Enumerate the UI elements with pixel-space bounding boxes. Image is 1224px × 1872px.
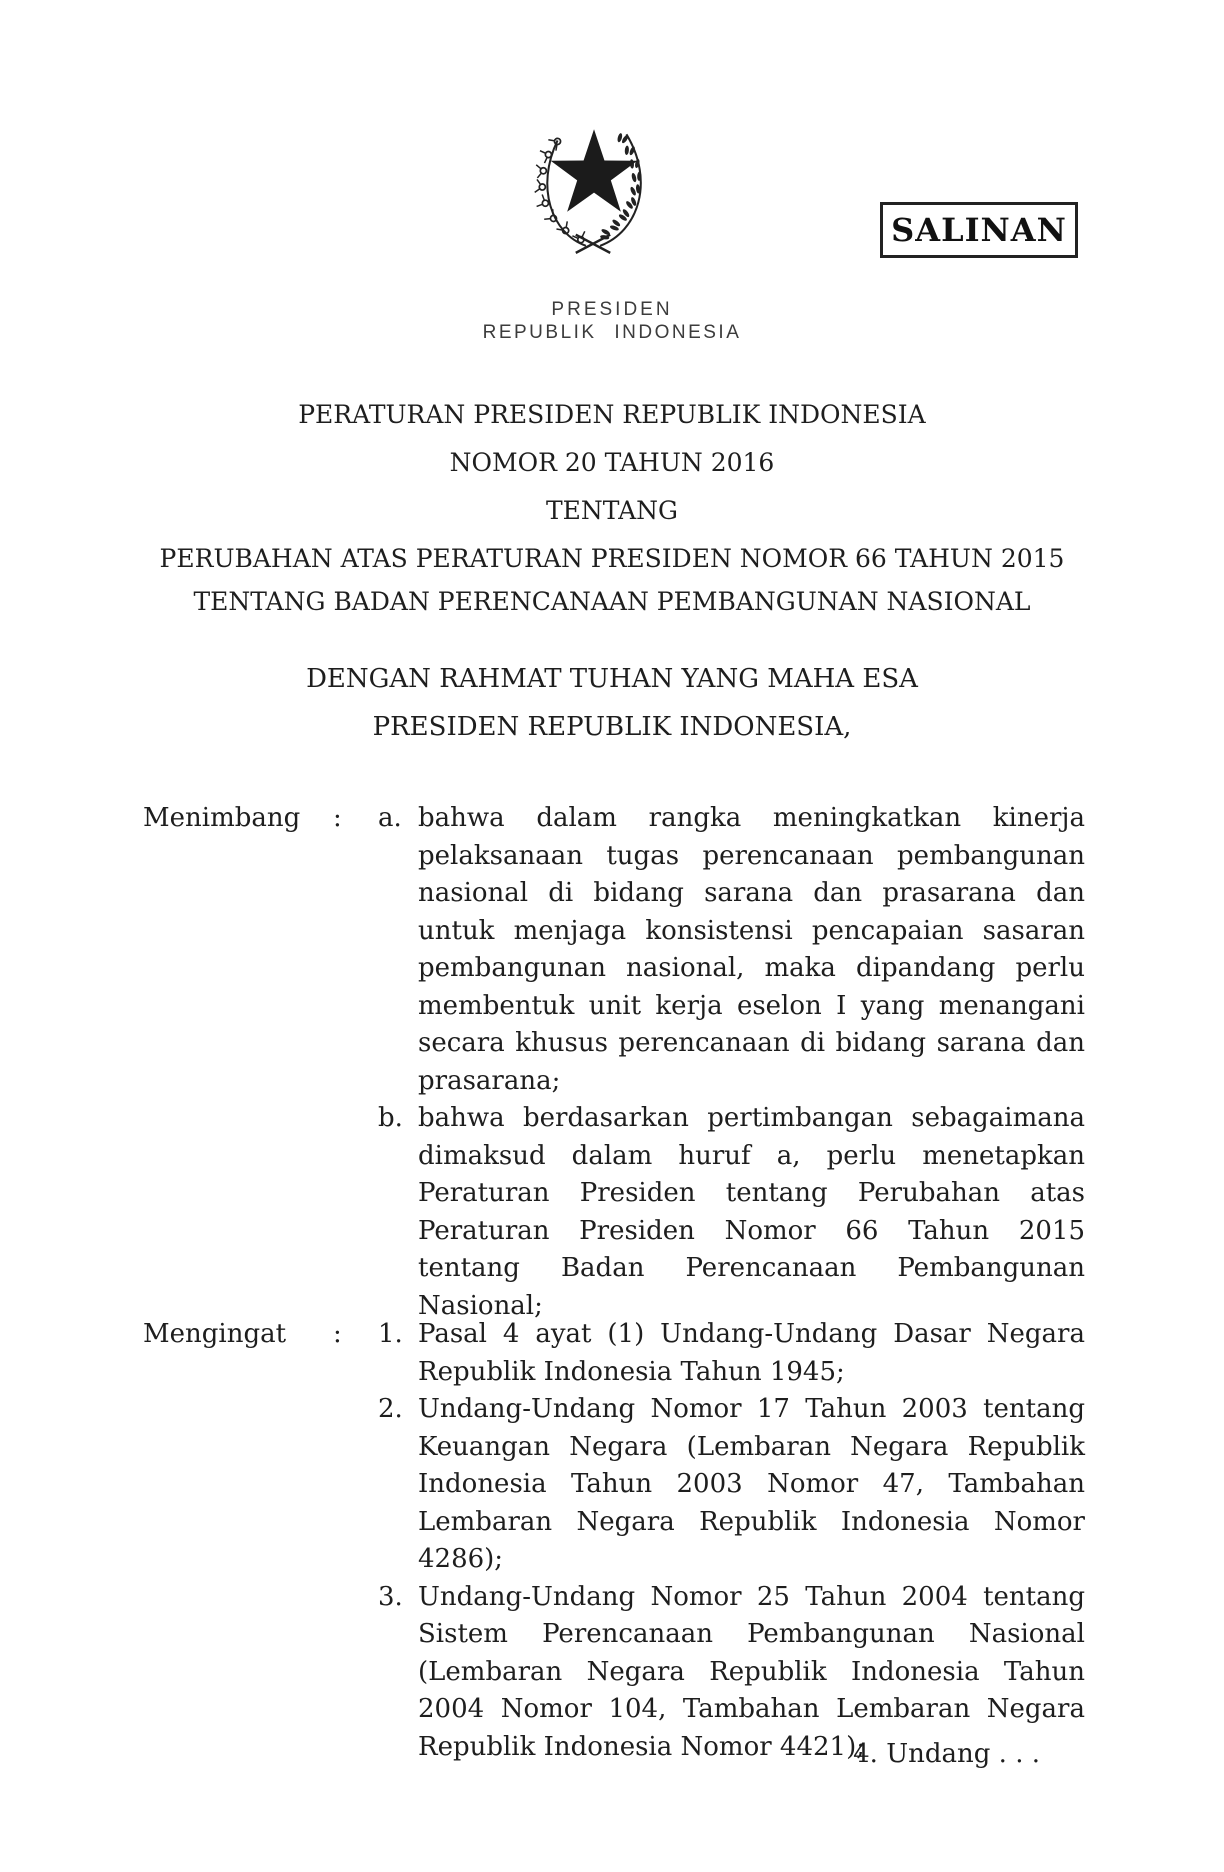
title-block bbox=[0, 391, 1224, 623]
letterhead-presiden: PRESIDEN bbox=[551, 299, 673, 320]
section-mengingat bbox=[143, 1316, 1085, 1766]
mengingat-items bbox=[378, 1316, 1085, 1766]
preamble-rahmat: DENGAN RAHMAT TUHAN YANG MAHA ESA bbox=[306, 664, 918, 694]
list-item bbox=[378, 1391, 1085, 1579]
mengingat-colon: : bbox=[333, 1319, 342, 1349]
preamble-presiden: PRESIDEN REPUBLIK INDONESIA, bbox=[372, 712, 852, 742]
letterhead bbox=[0, 298, 1224, 344]
list-item bbox=[378, 1100, 1085, 1325]
presidential-emblem-icon bbox=[517, 110, 669, 262]
preamble bbox=[0, 655, 1224, 751]
item-marker: 2. bbox=[378, 1394, 403, 1424]
menimbang-label: Menimbang bbox=[143, 803, 301, 833]
list-item bbox=[378, 800, 1085, 1100]
item-marker: a. bbox=[378, 803, 402, 833]
item-marker: 1. bbox=[378, 1319, 403, 1349]
item-marker: b. bbox=[378, 1103, 403, 1133]
mengingat-label: Mengingat bbox=[143, 1319, 287, 1349]
item-marker: 3. bbox=[378, 1581, 403, 1612]
item-text: Pasal 4 ayat (1) Undang-Undang Dasar Negara Republik Indonesia Tahun 1945; bbox=[418, 1319, 1085, 1387]
item-text: Undang-Undang Nomor 25 Tahun 2004 tentang Sistem Perencanaan Pembangunan Nasional (Lembaran Negara Republik Indonesia Tahun 2004 Nomor 104, Tambahan Lembaran Negara Republik Indonesia Nomor 4421); bbox=[418, 1581, 1085, 1762]
section-menimbang bbox=[143, 800, 1085, 1325]
item-text: bahwa dalam rangka meningkatkan kinerja pelaksanaan tugas perencanaan pembangunan nasional di bidang sarana dan prasarana dan untuk menjaga konsistensi pencapaian sasaran pembangunan nasional, maka dipandang perlu membentuk unit kerja eselon I yang menangani secara khusus perencanaan di bidang sarana dan prasarana; bbox=[418, 803, 1085, 1096]
letterhead-republik-indonesia: REPUBLIK INDONESIA bbox=[482, 322, 742, 343]
salinan-stamp: SALINAN bbox=[880, 202, 1078, 258]
title-line-badan: TENTANG BADAN PERENCANAAN PEMBANGUNAN NASIONAL bbox=[193, 587, 1031, 616]
page-catchword: 4. Undang . . . bbox=[853, 1739, 1040, 1769]
title-line-peraturan: PERATURAN PRESIDEN REPUBLIK INDONESIA bbox=[298, 400, 926, 429]
item-text: bahwa berdasarkan pertimbangan sebagaimana dimaksud dalam huruf a, perlu menetapkan Peraturan Presiden tentang Perubahan atas Peraturan Presiden Nomor 66 Tahun 2015 tentang Badan Perencanaan Pembangunan Nasional; bbox=[418, 1103, 1085, 1321]
title-line-tentang: TENTANG bbox=[545, 496, 678, 525]
list-item bbox=[378, 1316, 1085, 1391]
title-line-nomor: NOMOR 20 TAHUN 2016 bbox=[449, 448, 775, 477]
item-text: Undang-Undang Nomor 17 Tahun 2003 tentang Keuangan Negara (Lembaran Negara Republik Indonesia Tahun 2003 Nomor 47, Tambahan Lembaran Negara Republik Indonesia Nomor 4286); bbox=[418, 1394, 1085, 1574]
title-line-perubahan: PERUBAHAN ATAS PERATURAN PRESIDEN NOMOR 66 TAHUN 2015 bbox=[159, 544, 1065, 573]
menimbang-items bbox=[378, 800, 1085, 1325]
menimbang-colon: : bbox=[333, 803, 342, 833]
